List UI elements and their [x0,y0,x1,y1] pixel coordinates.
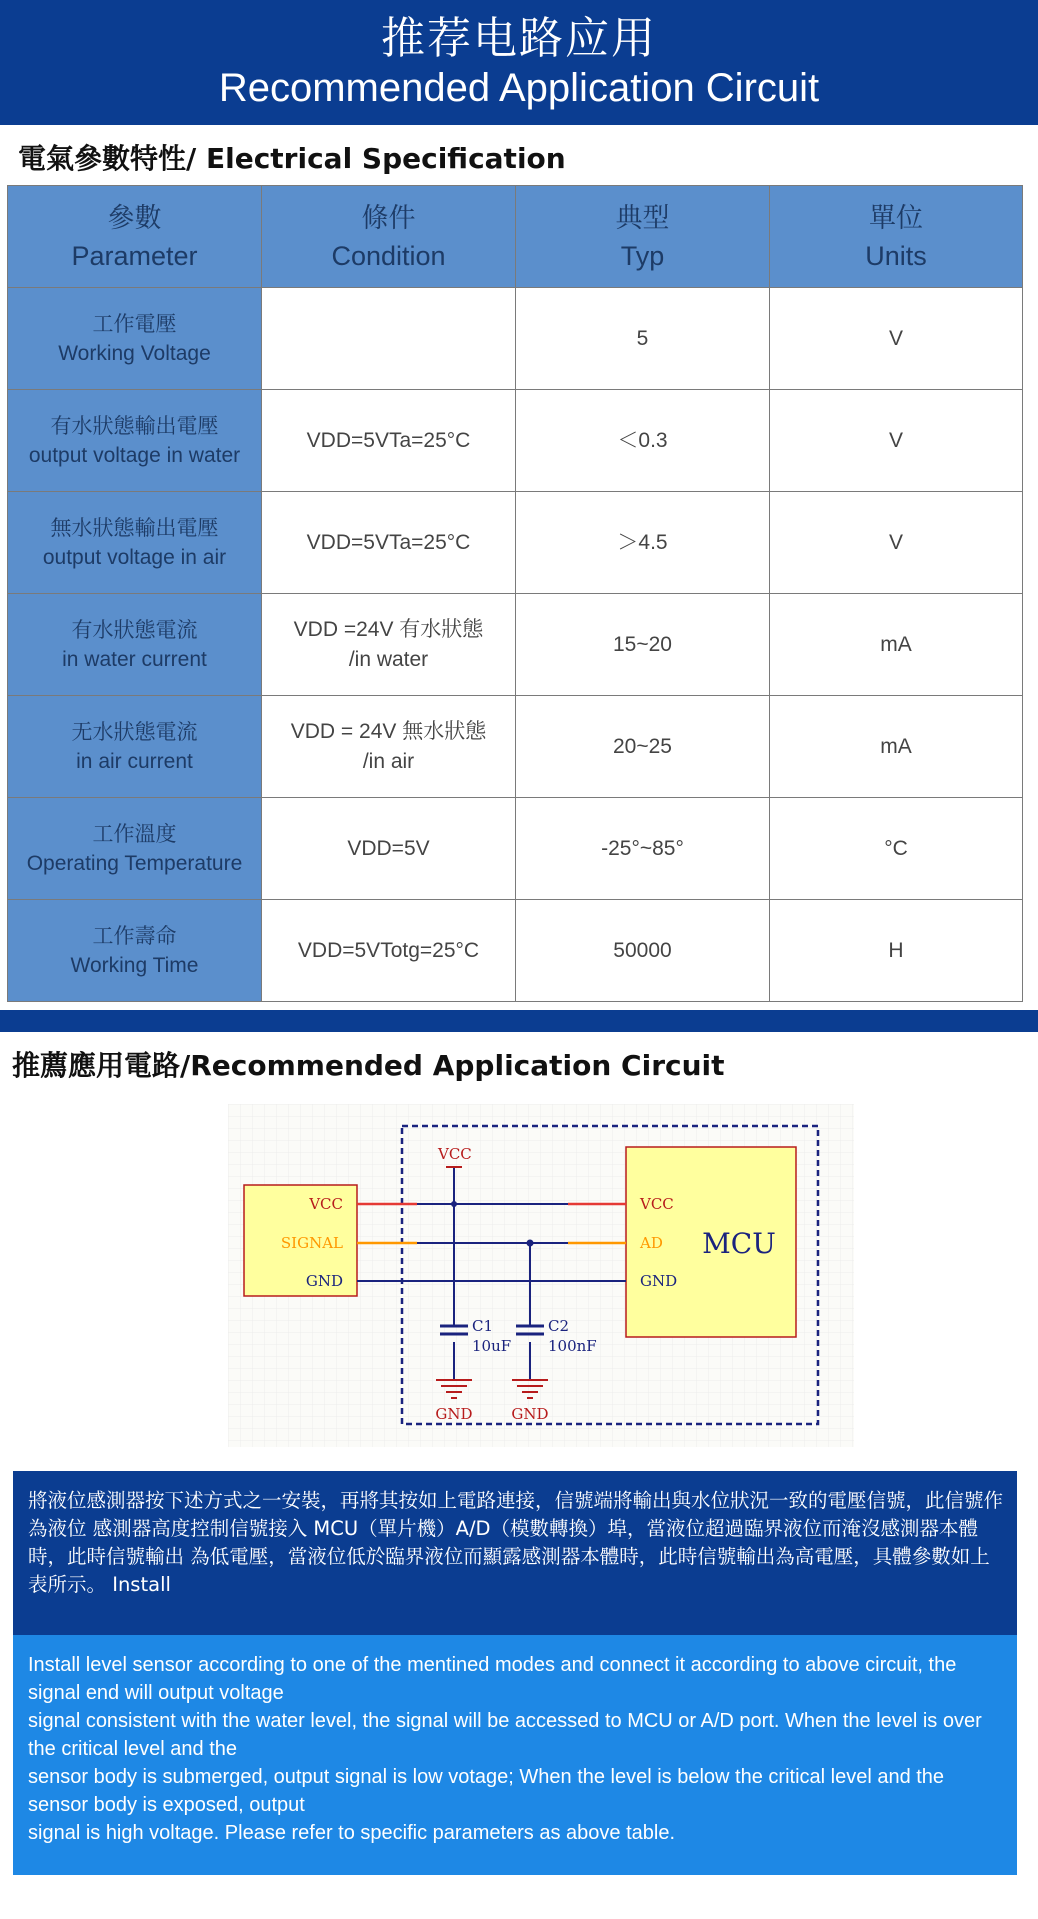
mcu-pin-vcc: VCC [640,1195,674,1213]
mcu-label: MCU [702,1227,776,1260]
mcu-pin-ad: AD [640,1234,663,1252]
condition-cell: VDD=5VTotg=25°C [262,900,516,1002]
junction-vcc [451,1201,457,1207]
header-title-cn: 推荐电路应用 [381,12,657,64]
typ-cell: 20~25 [516,696,770,798]
units-cell: V [770,390,1023,492]
gnd-label-1: GND [435,1405,473,1423]
table-row [8,390,1023,492]
sensor-pin-signal: SIGNAL [280,1234,343,1252]
condition-cell: VDD =24V 有水狀態 /in water [262,594,516,696]
typ-cell: ＞4.5 [516,492,770,594]
units-cell: V [770,288,1023,390]
units-cell: V [770,492,1023,594]
units-cell: mA [770,594,1023,696]
c1-name: C1 [472,1317,494,1335]
gnd-label-2: GND [511,1405,549,1423]
param-cell: 工作壽命 Working Time [8,900,262,1002]
units-cell: mA [770,696,1023,798]
condition-cell: VDD=5V [262,798,516,900]
spec-section-title: 電氣參數特性/ Electrical Specification [18,142,566,175]
typ-cell: 5 [516,288,770,390]
condition-cell: VDD=5VTa=25°C [262,492,516,594]
c2-name: C2 [548,1317,570,1335]
table-row [8,492,1023,594]
column-header-units: 單位 Units [770,186,1023,288]
typ-cell: -25°~85° [516,798,770,900]
sensor-pin-vcc: VCC [309,1195,343,1213]
units-cell: H [770,900,1023,1002]
condition-cell [262,288,516,390]
condition-cell: VDD = 24V 無水狀態 /in air [262,696,516,798]
c2-value: 100nF [548,1337,597,1355]
param-cell: 有水狀態輸出電壓 output voltage in water [8,390,262,492]
mcu-pin-gnd: GND [640,1272,678,1290]
table-row [8,288,1023,390]
table-header-row [8,186,1023,288]
param-cell: 工作溫度 Operating Temperature [8,798,262,900]
section-divider [0,1010,1038,1032]
sensor-pin-gnd: GND [305,1272,343,1290]
param-cell: 無水狀態輸出電壓 output voltage in air [8,492,262,594]
description-cn: 將液位感測器按下述方式之一安裝，再將其按如上電路連接，信號端將輸出與水位狀況一致的電壓信號，此信號作為液位 感測器高度控制信號接入 MCU（單片機）A/D（模數轉換）埠，當液位超過臨界液位而淹沒感測器本體時，此時信號輸出 為低電壓，當液位低於臨界液位而顯露感測器本體時，此時信號輸出為高電壓，具體參數如上表所示。 Install [13,1471,1017,1635]
description-en-line: Install level sensor according to one of the mentined modes and connect it according to above circuit, the signal end will output voltage [28,1654,957,1704]
vcc-label: VCC [438,1145,472,1163]
circuit-diagram [228,1104,854,1447]
table-row [8,798,1023,900]
junction-signal [527,1240,534,1247]
spec-table [7,185,1023,1002]
table-row [8,594,1023,696]
description-en [13,1635,1017,1875]
param-cell: 有水狀態電流 in water current [8,594,262,696]
column-header-typ: 典型 Typ [516,186,770,288]
typ-cell: ＜0.3 [516,390,770,492]
param-cell: 工作電壓 Working Voltage [8,288,262,390]
table-row [8,696,1023,798]
description-en-line: signal consistent with the water level, the signal will be accessed to MCU or A/D port. When the level is over the critical level and the [28,1710,982,1760]
description-en-line: signal is high voltage. Please refer to specific parameters as above table. [28,1822,676,1844]
param-cell: 无水狀態電流 in air current [8,696,262,798]
typ-cell: 50000 [516,900,770,1002]
page-header [0,0,1038,125]
table-row [8,900,1023,1002]
typ-cell: 15~20 [516,594,770,696]
header-title-en: Recommended Application Circuit [218,65,820,110]
c1-value: 10uF [472,1337,512,1355]
units-cell: °C [770,798,1023,900]
column-header-parameter: 參數 Parameter [8,186,262,288]
column-header-condition: 條件 Condition [262,186,516,288]
condition-cell: VDD=5VTa=25°C [262,390,516,492]
circuit-section-title: 推薦應用電路/Recommended Application Circuit [12,1049,725,1082]
description-en-line: sensor body is submerged, output signal is low votage; When the level is below the critical level and the sensor body is exposed, output [28,1766,945,1816]
